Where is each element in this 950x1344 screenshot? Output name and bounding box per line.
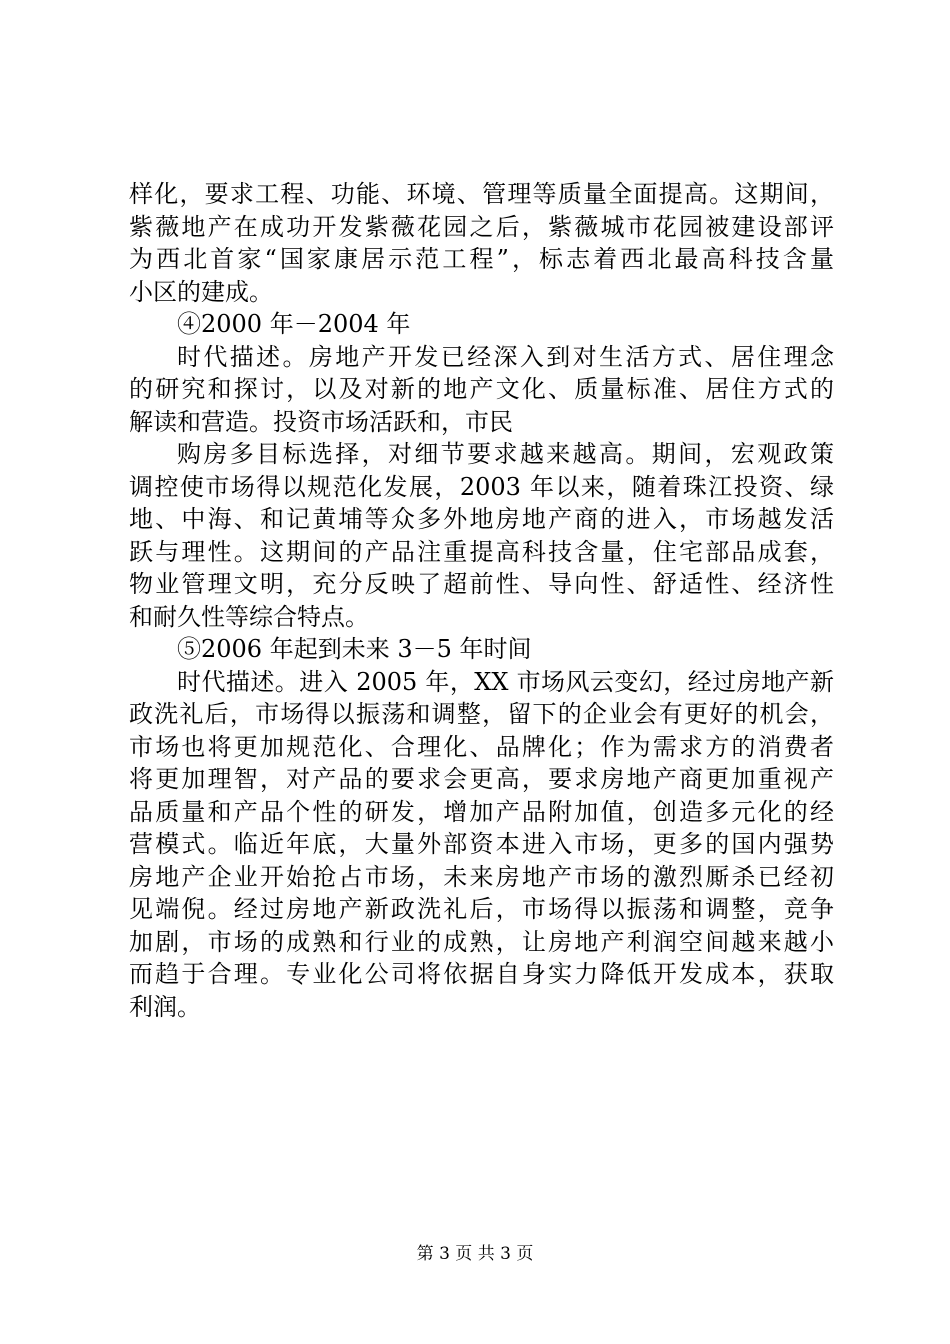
text-line: 而趋于合理。专业化公司将依据自身实力降低开发成本，获取 xyxy=(129,960,834,988)
text-line: 地、中海、和记黄埔等众多外地房地产商的进入，市场越发活 xyxy=(129,505,834,533)
text-line: 物业管理文明，充分反映了超前性、导向性、舒适性、经济性 xyxy=(129,570,834,598)
text-line: 时代描述。进入 2005 年，XX 市场风云变幻，经过房地产新 xyxy=(177,667,834,696)
text-line: 样化，要求工程、功能、环境、管理等质量全面提高。这期间， xyxy=(129,180,834,208)
text-line: 时代描述。房地产开发已经深入到对生活方式、居住理念 xyxy=(177,342,834,371)
document-body xyxy=(129,178,834,1023)
text-line: 购房多目标选择，对细节要求越来越高。期间，宏观政策 xyxy=(177,440,834,468)
text-line: 调控使市场得以规范化发展，2003 年以来，随着珠江投资、绿 xyxy=(129,472,834,501)
page-number-footer: 第 3 页 共 3 页 xyxy=(416,1244,534,1264)
text-line: 将更加理智，对产品的要求会更高，要求房地产商更加重视产 xyxy=(129,765,834,793)
text-line: 利润。 xyxy=(129,992,201,1021)
text-line: 加剧，市场的成熟和行业的成熟，让房地产利润空间越来越小 xyxy=(129,927,834,956)
text-line: 解读和营造。投资市场活跃和，市民 xyxy=(129,407,513,436)
text-line: 紫薇地产在成功开发紫薇花园之后，紫薇城市花园被建设部评 xyxy=(129,212,834,241)
text-line: 市场也将更加规范化、合理化、品牌化；作为需求方的消费者 xyxy=(129,732,834,761)
text-line: 小区的建成。 xyxy=(129,277,273,306)
text-line: 跃与理性。这期间的产品注重提高科技含量，住宅部品成套， xyxy=(129,537,834,566)
text-line: 的研究和探讨，以及对新的地产文化、质量标准、居住方式的 xyxy=(129,375,834,403)
section-heading: ④2000 年－2004 年 xyxy=(177,310,411,338)
text-line: 品质量和产品个性的研发，增加产品附加值，创造多元化的经 xyxy=(129,797,834,826)
text-line: 房地产企业开始抢占市场，未来房地产市场的激烈厮杀已经初 xyxy=(129,862,834,891)
text-line: 营模式。临近年底，大量外部资本进入市场，更多的国内强势 xyxy=(129,830,834,858)
text-line: 见端倪。经过房地产新政洗礼后，市场得以振荡和调整，竞争 xyxy=(129,895,834,923)
text-line: 政洗礼后，市场得以振荡和调整，留下的企业会有更好的机会， xyxy=(129,700,834,728)
section-heading: ⑤2006 年起到未来 3－5 年时间 xyxy=(177,635,532,663)
text-line: 为西北首家“国家康居示范工程”，标志着西北最高科技含量 xyxy=(129,245,834,273)
text-line: 和耐久性等综合特点。 xyxy=(129,602,369,631)
